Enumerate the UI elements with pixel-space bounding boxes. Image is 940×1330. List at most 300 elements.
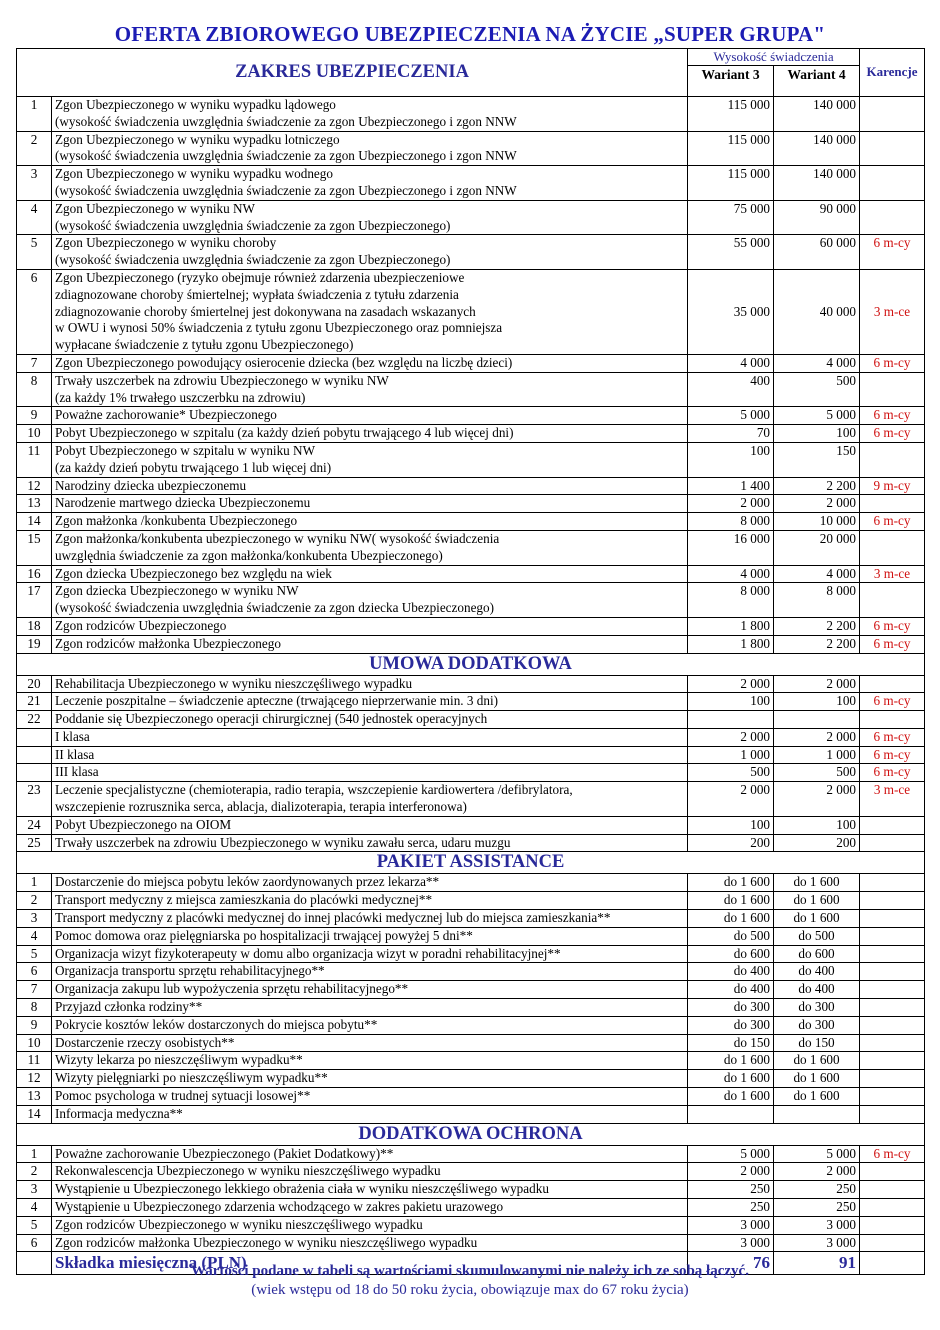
table-row: [17, 269, 925, 354]
table-row: [17, 166, 925, 201]
karencja: [860, 892, 925, 910]
value-wariant-4: 4 000: [774, 565, 860, 583]
row-description: [52, 963, 688, 981]
value-wariant-3: 1 400: [688, 477, 774, 495]
description-line: w OWU i wynosi 50% świadczenia z tytułu zgonu Ubezpieczonego oraz pomniejsza: [55, 320, 503, 336]
value-wariant-4: 2 200: [774, 477, 860, 495]
description-line: Pokrycie kosztów leków dostarczonych do miejsca pobytu**: [55, 1016, 378, 1032]
row-description: [52, 1034, 688, 1052]
karencja: 6 m-cy: [860, 728, 925, 746]
row-description: [52, 981, 688, 999]
value-wariant-3: 8 000: [688, 513, 774, 531]
description-line: Organizacja transportu sprzętu rehabilitacyjnego**: [55, 963, 325, 979]
karencja: [860, 834, 925, 852]
description-line: (wysokość świadczenia uwzględnia świadczenie za zgon Ubezpieczonego i zgon NNW: [55, 148, 517, 164]
description-line: Rekonwalescencja Ubezpieczonego w wyniku nieszczęśliwego wypadku: [55, 1163, 441, 1179]
row-number: 12: [17, 1070, 52, 1088]
row-number: 7: [17, 354, 52, 372]
karencja: 6 m-cy: [860, 407, 925, 425]
value-wariant-4: do 400: [774, 981, 860, 999]
karencja: [860, 583, 925, 618]
row-description: [52, 693, 688, 711]
section-header-row: [17, 852, 925, 874]
description-line: III klasa: [55, 764, 99, 780]
row-number: 8: [17, 372, 52, 407]
value-wariant-4: 8 000: [774, 583, 860, 618]
table-row: [17, 354, 925, 372]
value-wariant-3: 4 000: [688, 565, 774, 583]
value-wariant-3: do 500: [688, 927, 774, 945]
value-wariant-4: do 1 600: [774, 910, 860, 928]
table-row: [17, 834, 925, 852]
description-line: Zgon Ubezpieczonego w wyniku wypadku wodnego: [55, 166, 333, 182]
description-line: wszczepienie rozrusznika serca, ablacja, dializoterapia, terapia interferonowa): [55, 799, 467, 815]
table-row: [17, 1181, 925, 1199]
value-wariant-3: 70: [688, 425, 774, 443]
description-line: Zgon rodziców Ubezpieczonego: [55, 617, 227, 633]
row-number: [17, 728, 52, 746]
row-description: [52, 1234, 688, 1252]
total-wariant-4: 91: [774, 1252, 860, 1275]
table-row: [17, 235, 925, 270]
value-wariant-4: 250: [774, 1181, 860, 1199]
row-description: [52, 477, 688, 495]
description-line: Poważne zachorowanie Ubezpieczonego (Pakiet Dodatkowy)**: [55, 1145, 394, 1161]
section-header-row: [17, 653, 925, 675]
value-wariant-3: 1 800: [688, 617, 774, 635]
description-line: Wizyty pielęgniarki po nieszczęśliwym wypadku**: [55, 1070, 328, 1086]
row-description: [52, 1088, 688, 1106]
row-description: [52, 372, 688, 407]
table-row: [17, 1234, 925, 1252]
header-wariant-3: Wariant 3: [688, 66, 774, 97]
row-number: 1: [17, 874, 52, 892]
description-line: uwzględnia świadczenie za zgon małżonka/konkubenta Ubezpieczonego): [55, 547, 443, 563]
value-wariant-4: 2 200: [774, 635, 860, 653]
value-wariant-3: 115 000: [688, 166, 774, 201]
karencja: [860, 1034, 925, 1052]
table-row: [17, 1105, 925, 1123]
header-wariant-4: Wariant 4: [774, 66, 860, 97]
value-wariant-4: do 1 600: [774, 1052, 860, 1070]
value-wariant-3: do 1 600: [688, 1070, 774, 1088]
description-line: Transport medyczny z placówki medycznej do innej placówki medycznej lub do miejsca zamieszkania**: [55, 910, 611, 926]
row-description: [52, 166, 688, 201]
row-number: 4: [17, 927, 52, 945]
value-wariant-4: do 300: [774, 999, 860, 1017]
row-number: 6: [17, 963, 52, 981]
row-description: [52, 927, 688, 945]
total-wariant-3: 76: [688, 1252, 774, 1275]
karencja: [860, 874, 925, 892]
value-wariant-4: do 400: [774, 963, 860, 981]
value-wariant-4: do 1 600: [774, 1070, 860, 1088]
value-wariant-3: 250: [688, 1181, 774, 1199]
section-title: DODATKOWA OCHRONA: [17, 1123, 925, 1145]
description-line: (wysokość świadczenia uwzględnia świadczenie za zgon Ubezpieczonego): [55, 252, 451, 268]
value-wariant-4: 10 000: [774, 513, 860, 531]
table-row: [17, 1199, 925, 1217]
karencja: [860, 131, 925, 166]
karencja: [860, 442, 925, 477]
table-row: [17, 407, 925, 425]
value-wariant-4: 4 000: [774, 354, 860, 372]
value-wariant-4: [774, 711, 860, 729]
description-line: Zgon Ubezpieczonego w wyniku wypadku lotniczego: [55, 131, 340, 147]
value-wariant-4: 90 000: [774, 200, 860, 235]
value-wariant-4: do 300: [774, 1016, 860, 1034]
row-number: 3: [17, 910, 52, 928]
row-number: 11: [17, 1052, 52, 1070]
table-row: [17, 675, 925, 693]
row-description: [52, 910, 688, 928]
row-number: 23: [17, 782, 52, 817]
row-number: 12: [17, 477, 52, 495]
row-number: 22: [17, 711, 52, 729]
value-wariant-3: 250: [688, 1199, 774, 1217]
karencja: [860, 1199, 925, 1217]
row-number: 5: [17, 945, 52, 963]
value-wariant-3: 400: [688, 372, 774, 407]
description-line: Organizacja zakupu lub wypożyczenia sprzętu rehabilitacyjnego**: [55, 981, 409, 997]
karencja: 6 m-cy: [860, 235, 925, 270]
table-row: [17, 927, 925, 945]
table-row: [17, 693, 925, 711]
row-number: 10: [17, 1034, 52, 1052]
row-description: [52, 834, 688, 852]
value-wariant-3: 100: [688, 442, 774, 477]
description-line: Zgon Ubezpieczonego w wyniku NW: [55, 200, 255, 216]
row-number: 21: [17, 693, 52, 711]
value-wariant-3: do 300: [688, 1016, 774, 1034]
karencja: [860, 97, 925, 132]
karencja: 6 m-cy: [860, 617, 925, 635]
footer-note: Wartości podane w tabeli są wartościami skumulowanymi nie należy ich ze sobą łączyć.: [191, 1263, 749, 1279]
value-wariant-3: do 400: [688, 963, 774, 981]
karencja: 3 m-ce: [860, 565, 925, 583]
value-wariant-4: 100: [774, 425, 860, 443]
table-row: [17, 200, 925, 235]
value-wariant-4: 140 000: [774, 166, 860, 201]
karencja: [860, 372, 925, 407]
row-description: [52, 764, 688, 782]
value-wariant-4: 60 000: [774, 235, 860, 270]
row-description: [52, 530, 688, 565]
row-number: 11: [17, 442, 52, 477]
value-wariant-3: [688, 1105, 774, 1123]
header-wysokosc: Wysokość świadczenia: [688, 49, 860, 66]
description-line: Przyjazd członka rodziny**: [55, 999, 203, 1015]
table-row: [17, 477, 925, 495]
value-wariant-4: 2 000: [774, 782, 860, 817]
description-line: Rehabilitacja Ubezpieczonego w wyniku nieszczęśliwego wypadku: [55, 675, 413, 691]
value-wariant-4: 500: [774, 764, 860, 782]
row-description: [52, 1216, 688, 1234]
karencja: 3 m-ce: [860, 269, 925, 354]
row-description: [52, 583, 688, 618]
table-row: [17, 782, 925, 817]
description-line: (wysokość świadczenia uwzględnia świadczenie za zgon Ubezpieczonego i zgon NNW: [55, 113, 517, 129]
description-line: Transport medyczny z miejsca zamieszkania do placówki medycznej**: [55, 892, 433, 908]
description-line: Leczenie specjalistyczne (chemioterapia, radio terapia, wszczepienie kardiowertera /defibrylatora,: [55, 782, 573, 798]
value-wariant-3: 3 000: [688, 1216, 774, 1234]
row-number: 18: [17, 617, 52, 635]
table-row: [17, 513, 925, 531]
karencja: 6 m-cy: [860, 513, 925, 531]
karencja: [860, 1105, 925, 1123]
description-line: (wysokość świadczenia uwzględnia świadczenie za zgon Ubezpieczonego): [55, 217, 451, 233]
row-description: [52, 97, 688, 132]
value-wariant-4: 2 000: [774, 495, 860, 513]
table-row: [17, 583, 925, 618]
karencja: [860, 1216, 925, 1234]
karencja: [860, 816, 925, 834]
karencja: [860, 166, 925, 201]
value-wariant-3: do 1 600: [688, 874, 774, 892]
row-number: 9: [17, 1016, 52, 1034]
row-description: [52, 354, 688, 372]
value-wariant-4: [774, 1105, 860, 1123]
table-row: [17, 945, 925, 963]
value-wariant-3: do 300: [688, 999, 774, 1017]
row-description: [52, 200, 688, 235]
row-number: 4: [17, 200, 52, 235]
value-wariant-3: 4 000: [688, 354, 774, 372]
value-wariant-3: do 600: [688, 945, 774, 963]
row-number: 5: [17, 1216, 52, 1234]
row-description: [52, 945, 688, 963]
value-wariant-3: 200: [688, 834, 774, 852]
description-line: (za każdy dzień pobytu trwającego 1 lub więcej dni): [55, 459, 332, 475]
section-header-row: [17, 1123, 925, 1145]
value-wariant-3: 2 000: [688, 1163, 774, 1181]
value-wariant-3: 2 000: [688, 782, 774, 817]
value-wariant-4: 2 000: [774, 728, 860, 746]
table-row: [17, 746, 925, 764]
table-row: [17, 963, 925, 981]
row-description: [52, 816, 688, 834]
table-row: [17, 1070, 925, 1088]
description-line: Trwały uszczerbek na zdrowiu Ubezpieczonego w wyniku zawału serca, udaru muzgu: [55, 834, 511, 850]
table-row: [17, 1052, 925, 1070]
karencja: 6 m-cy: [860, 693, 925, 711]
row-number: 1: [17, 97, 52, 132]
description-line: Zgon rodziców Ubezpieczonego w wyniku nieszczęśliwego wypadku: [55, 1216, 423, 1232]
value-wariant-3: 8 000: [688, 583, 774, 618]
row-description: [52, 407, 688, 425]
value-wariant-4: 1 000: [774, 746, 860, 764]
row-number: 24: [17, 816, 52, 834]
row-description: [52, 728, 688, 746]
value-wariant-4: do 500: [774, 927, 860, 945]
description-line: Zgon małżonka/konkubenta ubezpieczonego w wyniku NW( wysokość świadczenia: [55, 530, 500, 546]
row-number: 7: [17, 981, 52, 999]
value-wariant-3: 500: [688, 764, 774, 782]
karencja: [860, 910, 925, 928]
row-description: [52, 513, 688, 531]
table-row: [17, 442, 925, 477]
row-number: 13: [17, 495, 52, 513]
description-line: Organizacja wizyt fizykoterapeuty w domu albo organizacja wizyt w poradni rehabilitacyjnej**: [55, 945, 561, 961]
table-row: [17, 981, 925, 999]
row-description: [52, 874, 688, 892]
value-wariant-3: 2 000: [688, 675, 774, 693]
value-wariant-3: 55 000: [688, 235, 774, 270]
karencja: 6 m-cy: [860, 746, 925, 764]
table-row: [17, 816, 925, 834]
row-number: 25: [17, 834, 52, 852]
description-line: II klasa: [55, 746, 95, 762]
table-row: [17, 617, 925, 635]
header-row: [17, 49, 925, 66]
row-description: [52, 746, 688, 764]
row-description: [52, 1181, 688, 1199]
table-row: [17, 999, 925, 1017]
karencja: [860, 1052, 925, 1070]
description-line: Zgon małżonka /konkubenta Ubezpieczonego: [55, 513, 298, 529]
karencja: [860, 945, 925, 963]
value-wariant-4: 250: [774, 1199, 860, 1217]
description-line: Pobyt Ubezpieczonego na OIOM: [55, 816, 232, 832]
karencja: 6 m-cy: [860, 635, 925, 653]
value-wariant-4: do 1 600: [774, 1088, 860, 1106]
value-wariant-3: do 150: [688, 1034, 774, 1052]
value-wariant-4: 3 000: [774, 1234, 860, 1252]
description-line: Pomoc domowa oraz pielęgniarska po hospitalizacji trwającej powyżej 5 dni**: [55, 927, 473, 943]
row-description: [52, 1016, 688, 1034]
value-wariant-4: 100: [774, 816, 860, 834]
row-description: [52, 1145, 688, 1163]
karencja: [860, 999, 925, 1017]
description-line: Zgon dziecka Ubezpieczonego w wyniku NW: [55, 583, 299, 599]
description-line: Poważne zachorowanie* Ubezpieczonego: [55, 407, 277, 423]
description-line: zdiagnozowane choroby śmiertelnej; wypłata świadczenia z tytułu zdarzenia: [55, 286, 459, 302]
row-number: 16: [17, 565, 52, 583]
value-wariant-3: [688, 711, 774, 729]
description-line: Zgon Ubezpieczonego powodujący osierocenie dziecka (bez względu na liczbę dzieci): [55, 354, 513, 370]
value-wariant-4: 2 000: [774, 675, 860, 693]
description-line: Wizyty lekarza po nieszczęśliwym wypadku**: [55, 1052, 303, 1068]
table-row: [17, 425, 925, 443]
table-row: [17, 372, 925, 407]
value-wariant-4: 150: [774, 442, 860, 477]
row-description: [52, 1052, 688, 1070]
value-wariant-3: do 1 600: [688, 892, 774, 910]
value-wariant-3: 1 800: [688, 635, 774, 653]
row-number: 13: [17, 1088, 52, 1106]
karencja: [860, 200, 925, 235]
value-wariant-4: 100: [774, 693, 860, 711]
row-number: 17: [17, 583, 52, 618]
karencja: [860, 530, 925, 565]
row-number: 6: [17, 1234, 52, 1252]
value-wariant-3: 75 000: [688, 200, 774, 235]
karencja: [860, 1181, 925, 1199]
row-number: 14: [17, 513, 52, 531]
karencja: [860, 495, 925, 513]
description-line: Pobyt Ubezpieczonego w szpitalu w wyniku NW: [55, 442, 316, 458]
description-line: Zgon Ubezpieczonego (ryzyko obejmuje również zdarzenia ubezpieczeniowe: [55, 269, 465, 285]
description-line: Narodzenie martwego dziecka Ubezpieczonemu: [55, 495, 311, 511]
value-wariant-4: 500: [774, 372, 860, 407]
row-number: 6: [17, 269, 52, 354]
row-description: [52, 442, 688, 477]
karencja: 3 m-ce: [860, 782, 925, 817]
table-row: [17, 565, 925, 583]
table-row: [17, 711, 925, 729]
row-number: 14: [17, 1105, 52, 1123]
value-wariant-4: 5 000: [774, 1145, 860, 1163]
row-description: [52, 675, 688, 693]
description-line: Wystąpienie u Ubezpieczonego zdarzenia wchodzącego w zakres pakietu urazowego: [55, 1199, 504, 1215]
karencja: [860, 1234, 925, 1252]
row-number: 8: [17, 999, 52, 1017]
value-wariant-3: 2 000: [688, 495, 774, 513]
table-row: [17, 1016, 925, 1034]
total-label: Składka miesięczna (PLN): [52, 1252, 688, 1275]
row-description: [52, 1163, 688, 1181]
value-wariant-3: 35 000: [688, 269, 774, 354]
value-wariant-4: 2 000: [774, 1163, 860, 1181]
value-wariant-4: 2 200: [774, 617, 860, 635]
description-line: Zgon Ubezpieczonego w wyniku choroby: [55, 235, 277, 251]
value-wariant-4: 40 000: [774, 269, 860, 354]
value-wariant-4: 3 000: [774, 1216, 860, 1234]
row-description: [52, 1199, 688, 1217]
section-title: UMOWA DODATKOWA: [17, 653, 925, 675]
table-row: [17, 892, 925, 910]
description-line: Narodziny dziecka ubezpieczonemu: [55, 477, 247, 493]
header-zakres: ZAKRES UBEZPIECZENIA: [17, 49, 688, 97]
description-line: (wysokość świadczenia uwzględnia świadczenie za zgon dziecka Ubezpieczonego): [55, 600, 495, 616]
row-description: [52, 782, 688, 817]
row-description: [52, 617, 688, 635]
description-line: Zgon Ubezpieczonego w wyniku wypadku lądowego: [55, 97, 336, 112]
document-title: OFERTA ZBIOROWEGO UBEZPIECZENIA NA ŻYCIE „SUPER GRUPA": [114, 22, 826, 46]
row-number: 2: [17, 1163, 52, 1181]
value-wariant-3: do 1 600: [688, 910, 774, 928]
row-number: 19: [17, 635, 52, 653]
value-wariant-4: do 1 600: [774, 892, 860, 910]
row-number: 9: [17, 407, 52, 425]
row-description: [52, 235, 688, 270]
header-karencje: Karencje: [860, 49, 925, 97]
value-wariant-4: do 150: [774, 1034, 860, 1052]
description-line: Zgon dziecka Ubezpieczonego bez względu na wiek: [55, 565, 332, 581]
description-line: Dostarczenie do miejsca pobytu leków zaordynowanych przez lekarza**: [55, 874, 440, 890]
description-line: zdiagnozowanie choroby śmiertelnej jest dokonywana na zasadach wskazanych: [55, 303, 476, 319]
table-row: [17, 1145, 925, 1163]
row-description: [52, 425, 688, 443]
table-row: [17, 1088, 925, 1106]
description-line: I klasa: [55, 728, 90, 744]
karencja: [860, 1163, 925, 1181]
row-description: [52, 565, 688, 583]
value-wariant-3: 2 000: [688, 728, 774, 746]
row-number: 20: [17, 675, 52, 693]
table-row: [17, 1216, 925, 1234]
description-line: Poddanie się Ubezpieczonego operacji chirurgicznej (540 jednostek operacyjnych: [55, 711, 488, 727]
value-wariant-4: 20 000: [774, 530, 860, 565]
row-number: 3: [17, 166, 52, 201]
value-wariant-3: 100: [688, 816, 774, 834]
table-row: [17, 728, 925, 746]
table-row: [17, 1163, 925, 1181]
description-line: Pobyt Ubezpieczonego w szpitalu (za każdy dzień pobytu trwającego 4 lub więcej dni): [55, 425, 514, 441]
row-number: 2: [17, 131, 52, 166]
row-number: 3: [17, 1181, 52, 1199]
row-description: [52, 131, 688, 166]
